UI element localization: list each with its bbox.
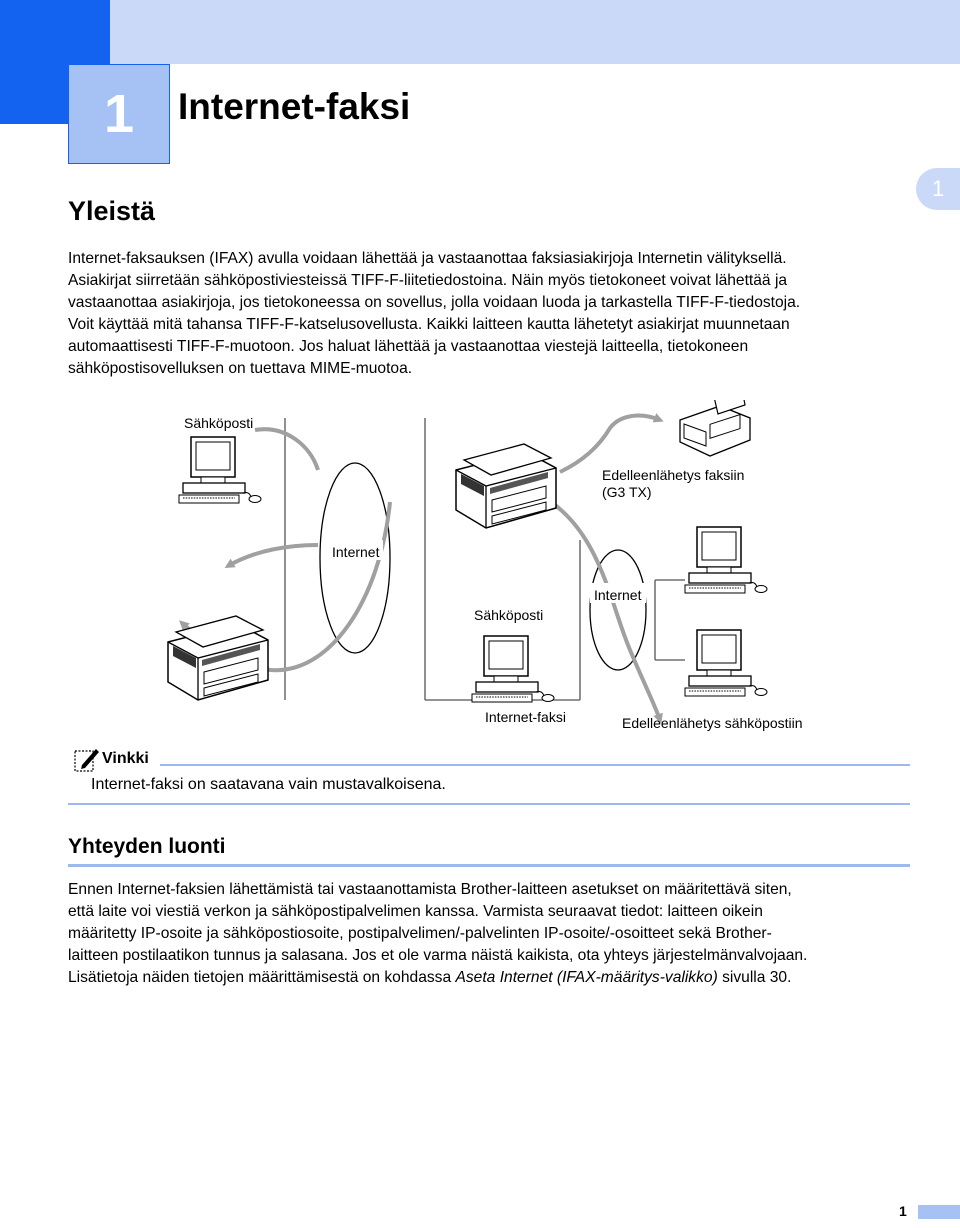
intro-line: Asiakirjat siirretään sähköpostiviesteissä TIFF-F-liitetiedostoina. Näin myös tietokoneet voivat lähettää ja xyxy=(68,272,788,289)
reference-prefix: Lisätietoja näiden tietojen määrittämisestä on kohdassa xyxy=(68,969,456,986)
intro-line: Voit käyttää mitä tahansa TIFF-F-katselusovellusta. Kaikki laitteen kautta lähetetyt asiakirjat muunnetaan xyxy=(68,316,790,333)
note-divider-bottom xyxy=(68,803,910,805)
intro-line: sähköpostisovelluksen on tuettava MIME-muotoa. xyxy=(68,360,413,377)
computer-icon xyxy=(685,527,767,593)
ifax-diagram xyxy=(0,400,960,740)
label-internet-right: Internet xyxy=(594,587,642,603)
label-internet-left: Internet xyxy=(332,544,380,560)
connection-line: laitteen postilaatikon tunnus ja salasana. Jos et ole varma näistä kaikista, ota yhteys järjestelmänvalvojaan. xyxy=(68,947,808,964)
page-number: 1 xyxy=(899,1203,907,1219)
intro-line: Internet-faksauksen (IFAX) avulla voidaan lähettää ja vastaanottaa faksiasiakirjoja Internetin välityksellä. xyxy=(68,250,787,267)
chapter-number-box xyxy=(68,64,170,164)
label-email-bottom: Sähköposti xyxy=(474,607,544,623)
chapter-title: Internet-faksi xyxy=(178,86,411,127)
multifunction-printer-icon xyxy=(456,444,556,528)
side-tab-number: 1 xyxy=(932,176,945,201)
chapter-side-tab xyxy=(916,168,960,210)
intro-paragraph xyxy=(68,248,908,380)
intro-line: vastaanottaa asiakirjoja, jos tietokoneessa on sovellus, jolla voidaan luoda ja tarkastella TIFF-F-tiedostoja. xyxy=(68,294,801,311)
label-forward-email: Edelleenlähetys sähköpostiin xyxy=(622,715,803,731)
header-band xyxy=(0,0,960,64)
label-forward-fax: Edelleenlähetys faksiin xyxy=(602,467,745,483)
computer-icon xyxy=(179,437,261,503)
label-internet-fax: Internet-faksi xyxy=(485,709,566,725)
chapter-number: 1 xyxy=(103,84,135,144)
note-divider-top xyxy=(160,764,910,766)
fax-machine-icon xyxy=(680,400,750,456)
section-heading-rule xyxy=(68,864,910,867)
connection-line-last xyxy=(68,967,908,989)
footer-accent-bar xyxy=(918,1205,960,1219)
section-heading-yleista: Yleistä xyxy=(68,196,156,226)
label-forward-fax-g3: (G3 TX) xyxy=(602,484,652,500)
label-email-top: Sähköposti xyxy=(184,415,254,431)
note-pencil-icon xyxy=(72,745,100,773)
reference-suffix: sivulla 30. xyxy=(717,969,792,986)
reference-link[interactable]: Aseta Internet (IFAX-määritys-valikko) xyxy=(455,969,718,986)
connection-paragraph xyxy=(68,879,908,989)
intro-line: automaattisesti TIFF-F-muotoon. Jos haluat lähettää ja vastaanottaa viestejä laitteella, tietokoneen xyxy=(68,338,749,355)
computer-icon xyxy=(472,636,554,702)
note-title: Vinkki xyxy=(102,750,149,767)
section-heading-yhteyden-luonti: Yhteyden luonti xyxy=(68,835,226,858)
note-text: Internet-faksi on saatavana vain mustavalkoisena. xyxy=(91,776,446,793)
connection-line: että laite voi viestiä verkon ja sähköpostipalvelimen kanssa. Varmista seuraavat tiedot: laitteen oikein xyxy=(68,903,763,920)
computer-icon xyxy=(685,630,767,696)
connection-line: määritetty IP-osoite ja sähköpostiosoite, postipalvelimen/-palvelinten IP-osoite/-osoitteet sekä Brother- xyxy=(68,925,772,942)
multifunction-printer-icon xyxy=(168,616,268,700)
connection-line: Ennen Internet-faksien lähettämistä tai vastaanottamista Brother-laitteen asetukset on määritettävä siten, xyxy=(68,881,792,898)
